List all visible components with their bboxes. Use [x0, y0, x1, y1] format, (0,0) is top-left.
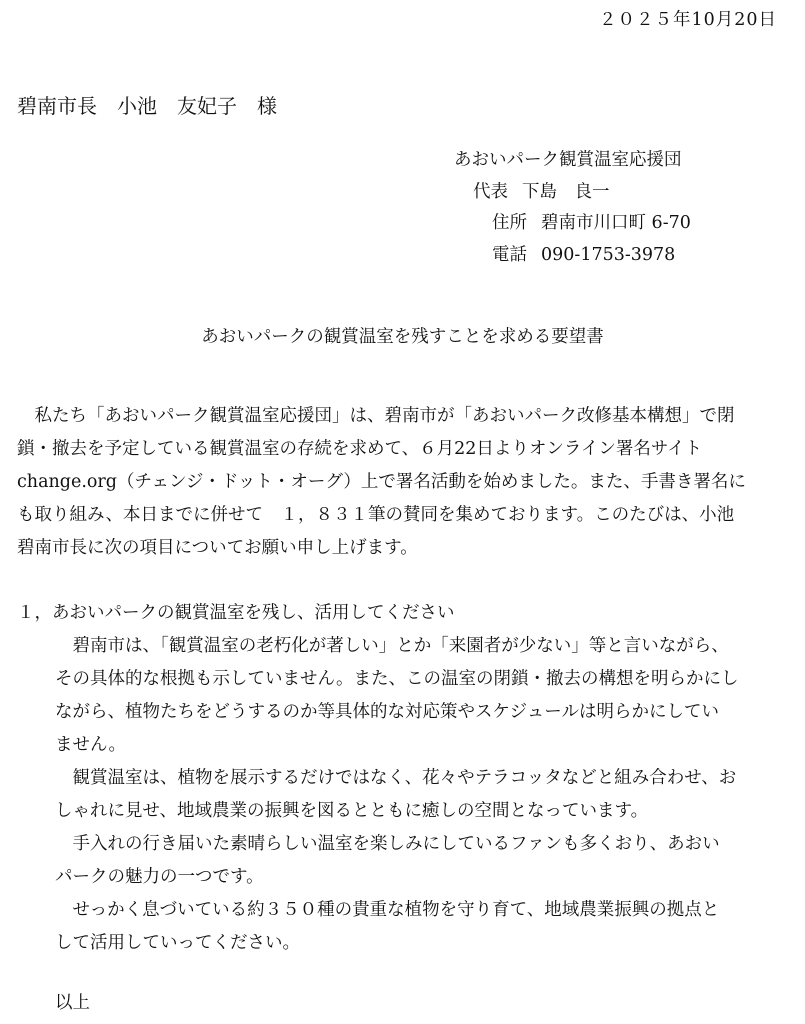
- address-value: 碧南市川口町 6-70: [541, 213, 691, 233]
- item-1-line: ません。: [55, 735, 127, 755]
- item-1-line: ながら、植物たちをどうするのか等具体的な対応策やスケジュールは明らかにしてい: [55, 702, 719, 722]
- intro-line: change.org（チェンジ・ドット・オーグ）上で署名活動を始めました。また、手書き署名に: [17, 472, 746, 492]
- sender-representative: [473, 180, 610, 204]
- document-date: ２０２５年10月20日: [598, 10, 777, 30]
- item-1-line: して活用していってください。: [55, 933, 300, 953]
- item-1-body: [55, 630, 739, 960]
- intro-line: 碧南市長に次の項目についてお願い申し上げます。: [17, 538, 418, 558]
- document-title: あおいパークの観賞温室を残すことを求める要望書: [201, 327, 604, 347]
- intro-line: も取り組み、本日までに併せて １，８３１筆の賛同を集めております。このたびは、小池: [17, 505, 735, 525]
- item-1-line: 手入れの行き届いた素晴らしい温室を楽しみにしているファンも多くおり、あおい: [55, 834, 720, 854]
- item-1-line: 碧南市は、「観賞温室の老朽化が著しい」とか「来園者が少ない」等と言いながら、: [55, 636, 729, 656]
- intro-line: 私たち「あおいパーク観賞温室応援団」は、碧南市が「あおいパーク改修基本構想」で閉: [17, 406, 735, 426]
- item-1-heading: １，あおいパークの観賞温室を残し、活用してください: [17, 603, 455, 623]
- closing-mark: 以上: [55, 993, 90, 1013]
- item-1-line: パークの魅力の一つです。: [55, 867, 264, 887]
- item-1-line: 観賞温室は、植物を展示するだけではなく、花々やテラコッタなどと組み合わせ、お: [55, 768, 737, 788]
- phone-value: 090-1753-3978: [541, 245, 676, 265]
- intro-line: 鎖・撤去を予定している観賞温室の存続を求めて、６月22日よりオンライン署名サイト: [17, 439, 703, 459]
- address-label: 住所: [492, 213, 527, 233]
- addressee: 碧南市長 小池 友妃子 様: [17, 94, 277, 118]
- item-1-line: せっかく息づいている約３５０種の貴重な植物を守り育て、地域農業振興の拠点と: [55, 900, 720, 920]
- item-1-line: しゃれに見せ、地域農業の振興を図るとともに癒しの空間となっています。: [55, 801, 649, 821]
- representative-label: 代表: [473, 182, 508, 202]
- sender-organization: あおいパーク観賞温室応援団: [454, 150, 682, 170]
- representative-name: 下島 良一: [522, 182, 610, 202]
- intro-paragraph: [17, 400, 746, 565]
- sender-phone: [492, 243, 675, 267]
- phone-label: 電話: [492, 245, 527, 265]
- item-1-line: その具体的な根拠も示していません。また、この温室の閉鎖・撤去の構想を明らかにし: [55, 669, 739, 689]
- sender-address: [492, 211, 691, 235]
